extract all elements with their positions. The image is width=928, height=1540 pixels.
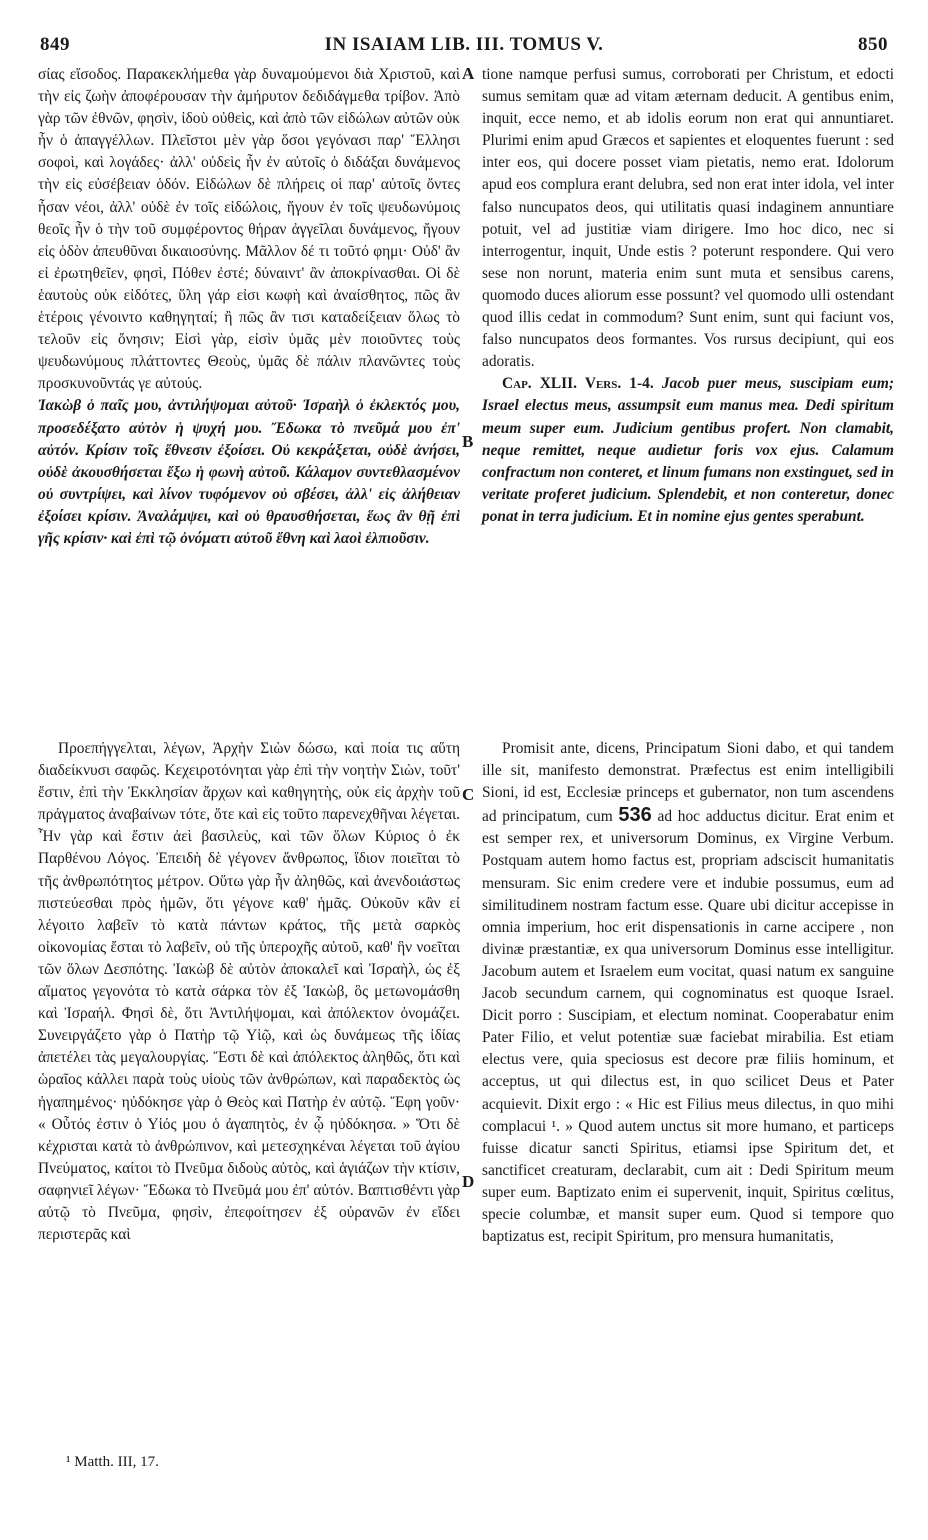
latin-column-top <box>482 64 894 528</box>
greek-verse-quote: Ἰακὼβ ὁ παῖς μου, ἀντιλήψομαι αὐτοῦ· Ἰσραὴλ ὁ ἐκλεκτός μου, προσεδέξατο αὐτὸν ἡ ψυχή μου. Ἔδωκα τὸ πνεῦμά μου ἐπ' αὐτόν. Κρίσιν τοῖς ἔθνεσιν ἐξοίσει. Οὐ κεκράξεται, οὐδὲ ἀνήσει, οὐδὲ ἀκουσθήσεται ἔξω ἡ φωνὴ αὐτοῦ. Κάλαμον συντεθλασμένον οὐ συντρίψει, καὶ λίνον τυφόμενον οὐ σβέσει, ἀλλ' εἰς ἀλήθειαν ἐξοίσει κρίσιν. Ἀναλάμψει, καὶ οὐ θραυσθήσεται, ἕως ἂν θῇ ἐπὶ γῆς κρίσιν· καὶ ἐπὶ τῷ ὀνόματι αὐτοῦ ἔθνη καὶ λαοὶ ἐλπιοῦσιν. <box>38 397 460 547</box>
page-number-left: 849 <box>40 34 70 55</box>
greek-paragraph-3: Προεπήγγελται, λέγων, Ἀρχὴν Σιὼν δώσω, καὶ ποία τις αὕτη διαδείκνυσι σαφῶς. Κεχειροτόνηται γὰρ ἐπὶ τὴν νοητὴν Σιὼν, τοῦτ' ἔστιν, ἐπὶ τὴν Ἐκκλησίαν ἄρχων καὶ καθηγητὴς, οὐκ εἰς ἀρχὴν τοῦ πράγματος ἀναβαίνων τότε, ὅτε καὶ εἰς τοῦτο παρενεχθῆναι λέγεται. Ἦν γὰρ καὶ ἔστιν ἀεὶ βασιλεὺς, καὶ τῶν ὅλων Κύριος ὁ ἐκ Παρθένου Λόγος. Ἐπειδὴ δὲ γέγονεν ἄνθρωπος, ἴδιον ποιεῖται τὸ τῆς ἀνθρωπότητος μέτρον. Οὕτω γὰρ ἦν ἀληθῶς, καὶ ἀνενδοιάστως πιστεύεσθαι πρὸς ἡμῶν, ὅτι γέγονε καθ' ἡμᾶς. Οὐκοῦν κἂν εἰ λέγοιτο λαβεῖν τὸ κατὰ πάντων κράτος, τῆς μετὰ σαρκὸς οἰκονομίας ἔσται τὸ λαβεῖν, οὐ τῆς ὑπεροχῆς αὐτοῦ, καθ' ἣν νοεῖται τῶν ὅλων Δεσπότης. Ἰακὼβ δὲ αὐτὸν ἀποκαλεῖ καὶ Ἰσραὴλ, ὡς ἐξ αἵματος γεγονότα τὸ κατὰ σάρκα τὸν ἐξ Ἰακὼβ, ὃς μετωνομάσθη καὶ Ἰσραήλ. Φησὶ δὲ, ὅτι Ἀντιλήψομαι, καὶ ἀπόλεκτον ὀνομάζει. Συνειργάζετο γὰρ ὁ Πατὴρ τῷ Υἱῷ, καὶ ὡς δυνάμεως τῆς ἰδίας ἀπετέλει τὰς μεγαλουργίας. Ἔστι δὲ καὶ ἀπόλεκτος ἀληθῶς, ὅτι καὶ ὡραῖος κάλλει παρὰ τοὺς υἱοὺς τῶν ἀνθρώπων, καὶ παραδεκτὸς ὡς ἠγαπημένος· ηὐδόκησε γὰρ ὁ Θεὸς καὶ Πατὴρ ἐν αὐτῷ. Ἔφη γοῦν· « Οὗτός ἐστιν ὁ Υἱός μου ὁ ἀγαπητὸς, ἐν ᾧ ηὐδόκησα. » Ὅτι δὲ κέχρισται κατὰ τὸ ἀνθρώπινον, καὶ μετεσχηκέναι λέγεται τοῦ ἁγίου Πνεύματος, καίτοι τὸ Πνεῦμα διδοὺς αὐτὸς, καὶ ἁγιάζων τὴν κτίσιν, σαφηνιεῖ λέγων· Ἔδωκα τὸ Πνεῦμά μου ἐπ' αὐτόν. Βαπτισθέντι γὰρ αὐτῷ τὸ Πνεῦμα, φησὶν, ἐπεφοίτησεν ἐξ οὐρανῶν ἐν εἴδει περιστερᾶς καὶ <box>38 740 460 1244</box>
latin-paragraph-1: tione namque perfusi sumus, corroborati per Christum, et edocti sumus semitam quæ ad vitam æternam deducit. A gentibus enim, inquit, ecce nemo, et ab idolis eorum non erat qui annuntiaret. Plurimi enim apud Græcos et sapientes et eloquentes fuerunt : sed inter eos, qui docere posset viam pietatis, nemo erat. Idolorum apud eos complura erant delubra, sed non erat inter idola, vel inter falso nuncupatos deos, qui utilitatis quasi indaginem annuntiare potuit, vel ad justitiæ viam dirigere. Imo hoc dico, nec si interrogentur, inquit, Unde estis ? poterunt respondere. Qui vero sese non norunt, materia enim sunt muta et sensibus carens, quomodo duces aliorum esse possunt? vel quomodo ulli ostendant quod illis cedat in commodum? Sunt enim, sunt qui faciunt vos, falso nuncupatos deos formantes. Vos rursus decipiunt, qui eos adoratis. <box>482 66 894 371</box>
latin-paragraph-3-part-b: ad hoc adductus dicitur. Erat enim et est semper rex, et universorum Dominus, ex Virgine Verbum. Postquam autem homo factus est, propriam adsciscit humanitatis mensuram. Sic enim credere vere et indubie possumus, eum ad similitudinem nostram factum esse. Quare ubi dicitur accepisse in omnia imperium, hoc erit dispensationis in carne accipere , non divinæ præstantiæ, ex qua universorum Dominus esse intelligitur. Jacobum autem et Israelem eum vocitat, quasi natum ex sanguine Jacob secundum carnem, qui cognominatus est quoque Israel. Dicit porro : Suscipiam, et electum nominat. Cooperabatur enim Pater Filio, et velut potentiæ suæ faciebat mirabilia. Est etiam electus vere, quia speciosus est decore præ filiis hominum, et acceptus, ut qui dilectus est, in quo scilicet Deus et Pater acquievit. Dixit ergo : « Hic est Filius meus dilectus, in quo mihi complacui ¹. » Quod autem unctus sit more humano, et particeps fuisse dicatur sancti Spiritus, etiamsi ipse Spiritum det, et sanctificet creaturam, declarabit, cum ait : Dedi Spiritum meum super eum. Baptizato enim ei supervenit, inquit, Spiritus cœlitus, specie columbæ, et mansit super eum. Quod si tempore quo baptizatus est, recipit Spiritum, pro mensura humanitatis, <box>482 808 895 1246</box>
margin-marker-d: D <box>462 1172 475 1191</box>
page-number-right: 850 <box>858 34 888 55</box>
footnote: ¹ Matth. III, 17. <box>66 1454 159 1470</box>
latin-paragraph-3-part-a: Promisit ante, dicens, Principatum Sioni dabo, et qui tandem ille sit, manifesto demonstrat. Præfectus est enim intelligibili Sioni, id est, Ecclesiæ princeps et gubernator, non tum ascendens ad principatum, cum <box>482 740 894 826</box>
running-title: IN ISAIAM LIB. III. TOMUS V. <box>324 34 604 55</box>
latin-paragraph-3 <box>482 738 894 1248</box>
running-header <box>40 34 888 60</box>
greek-column-bottom <box>38 738 460 1246</box>
latin-verse-quote <box>482 373 894 528</box>
margin-marker-c: C <box>462 785 475 804</box>
latin-column-bottom <box>482 738 894 1248</box>
greek-column-top <box>38 64 460 550</box>
edition-page-number: 536 <box>618 804 652 827</box>
latin-verse-text: Jacob puer meus, suscipiam eum; Israel electus meus, assumpsit eum manus mea. Dedi spiritum meum super eum. Judicium gentibus profert. Non clamabit, neque remittet, neque audietur foris vox ejus. Calamum confractum non conteret, et linum fumans non exstinguet, sed in veritate proferet judicium. Splendebit, et non conteretur, donec ponat in terra judicium. Et in nomine ejus gentes sperabunt. <box>482 375 894 525</box>
chapter-heading: Cap. XLII. Vers. 1-4. <box>502 375 654 393</box>
greek-paragraph-1: σίας εἴσοδος. Παρακεκλήμεθα γὰρ δυναμούμενοι διὰ Χριστοῦ, καὶ τὴν εἰς ζωὴν ἀποφέρουσαν τὴν ἀμήρυτον δεδιδάγμεθα τρίβον. Ἀπὸ γὰρ τῶν ἐθνῶν, φησὶν, ἰδοὺ οὐθεὶς, καὶ ἀπὸ τῶν εἰδώλων αὐτῶν οὐκ ἦν ὁ ἀπαγγέλλων. Πλεῖστοι μὲν γὰρ ὅσοι γεγόνασι παρ' Ἕλλησι σοφοὶ, καὶ λογάδες· ἀλλ' οὐδεὶς ἦν ἐν αὐτοῖς ὁ διδάξαι δυνάμενος τὴν εἰς εὐσέβειαν ὁδόν. Εἰδώλων δὲ πλήρεις οἱ παρ' αὐτοῖς ὄντες ἦσαν νέοι, ἀλλ' οὐδὲ ἐν τοῖς εἰδώλοις, ἤγουν ἐν τοῖς ψευδωνύμοις θεοῖς ἦν ὁ τὴν τοῦ συμφέροντος θήραν ἀγγεῖλαι δυνάμενος, ἤγουν εἰς ὁδὸν ἀπευθῦναι δικαιοσύνης. Μᾶλλον δέ τι τοῦτό φημι· Οὐδ' ἂν εἰ ἐρωτηθεῖεν, φησὶ, Πόθεν ἐστέ; δύναιντ' ἂν ἀποκρίνασθαι. Οἱ δὲ ἑαυτοὺς οὐκ εἰδότες, ὕλη γάρ εἰσι κωφὴ καὶ ἀναίσθητος, πῶς ἂν ἑτέροις γένοιντο καθηγηταί; ἢ πῶς ἂν τισι καταδείξειαν ὅλως τὸ τελοῦν εἰς ὄνησιν; Εἰσὶ γὰρ, εἰσὶν ὑμᾶς μὲν ποιοῦντες τοὺς ψευδωνύμους πλάττοντες Θεοὺς, ὑμᾶς δὲ πάλιν πλανῶντες τοὺς προσκυνοῦντάς γε αὐτούς. <box>38 66 460 393</box>
margin-marker-b: B <box>462 432 474 451</box>
margin-marker-a: A <box>462 64 475 83</box>
